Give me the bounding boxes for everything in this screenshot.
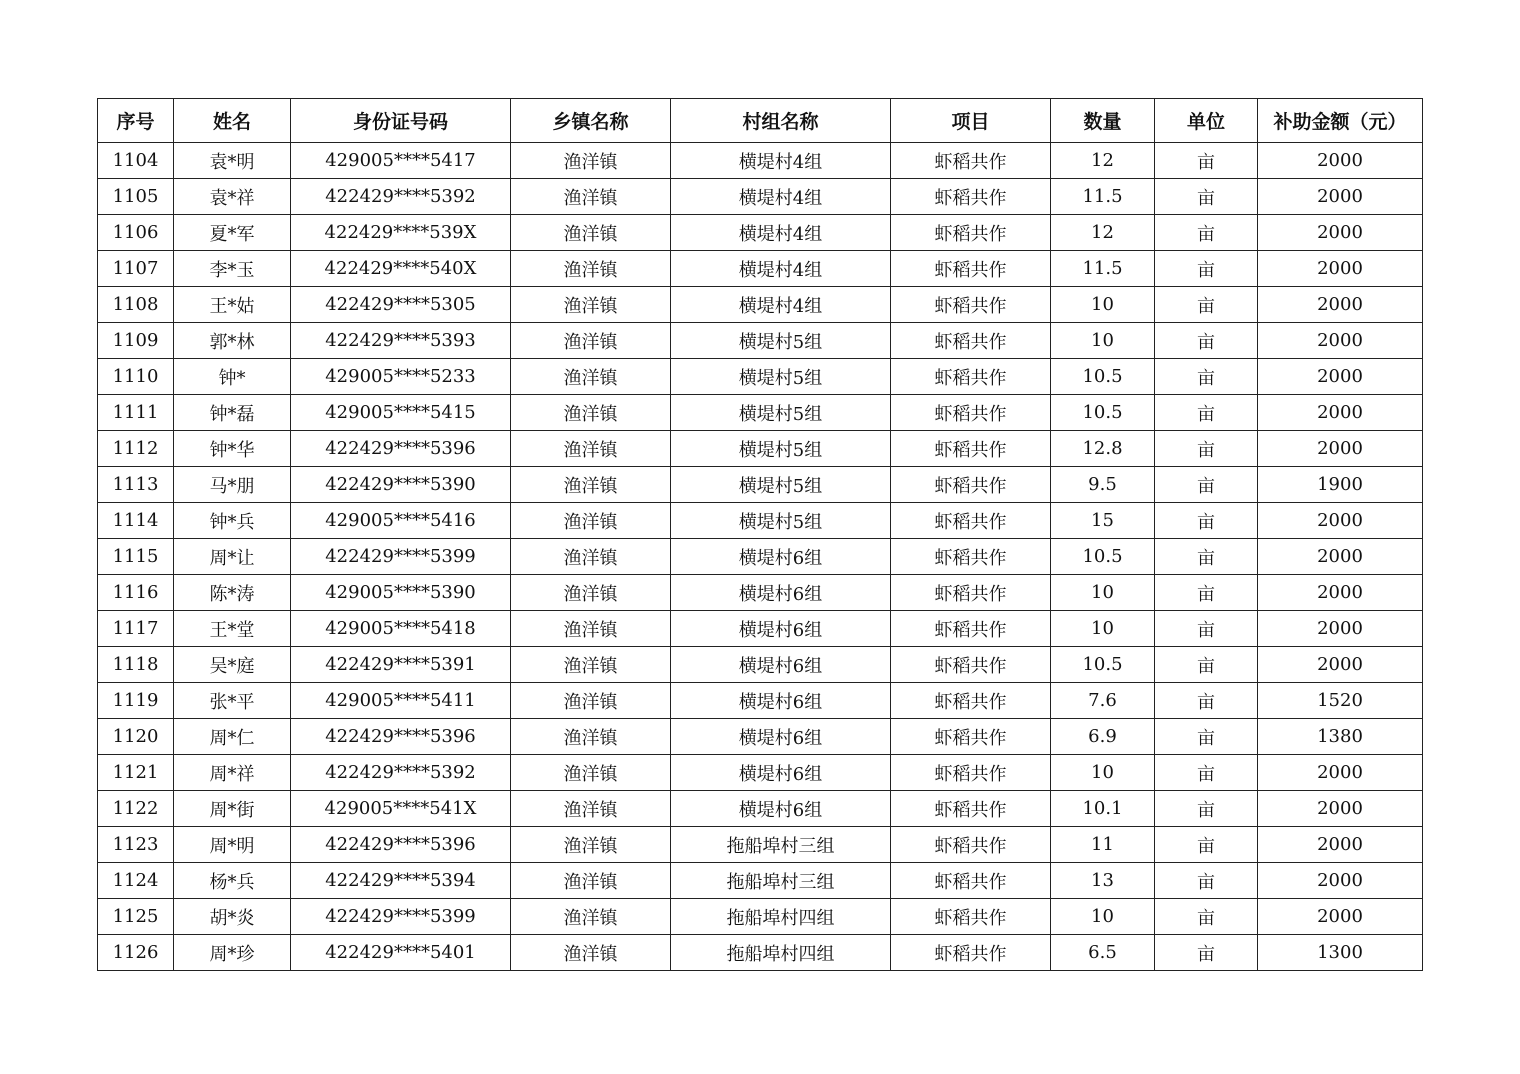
cell-index: 1109 bbox=[98, 323, 174, 359]
cell-village-group: 拖船埠村四组 bbox=[671, 935, 891, 971]
cell-town: 渔洋镇 bbox=[511, 539, 671, 575]
cell-town: 渔洋镇 bbox=[511, 683, 671, 719]
cell-project: 虾稻共作 bbox=[891, 251, 1051, 287]
cell-id-number: 422429****5391 bbox=[291, 647, 511, 683]
table-row bbox=[98, 755, 1423, 791]
cell-project: 虾稻共作 bbox=[891, 575, 1051, 611]
cell-project: 虾稻共作 bbox=[891, 647, 1051, 683]
cell-village-group: 横堤村4组 bbox=[671, 179, 891, 215]
cell-id-number: 422429****5401 bbox=[291, 935, 511, 971]
cell-name: 李*玉 bbox=[174, 251, 291, 287]
cell-village-group: 横堤村6组 bbox=[671, 719, 891, 755]
cell-name: 杨*兵 bbox=[174, 863, 291, 899]
cell-quantity: 11.5 bbox=[1051, 251, 1155, 287]
cell-unit: 亩 bbox=[1155, 575, 1258, 611]
cell-unit: 亩 bbox=[1155, 503, 1258, 539]
cell-project: 虾稻共作 bbox=[891, 755, 1051, 791]
cell-subsidy-amount: 2000 bbox=[1258, 863, 1423, 899]
cell-project: 虾稻共作 bbox=[891, 215, 1051, 251]
cell-project: 虾稻共作 bbox=[891, 179, 1051, 215]
table-row bbox=[98, 539, 1423, 575]
cell-id-number: 422429****5305 bbox=[291, 287, 511, 323]
cell-town: 渔洋镇 bbox=[511, 395, 671, 431]
table-row bbox=[98, 395, 1423, 431]
cell-id-number: 429005****5417 bbox=[291, 143, 511, 179]
cell-index: 1121 bbox=[98, 755, 174, 791]
cell-id-number: 429005****5233 bbox=[291, 359, 511, 395]
table-row bbox=[98, 827, 1423, 863]
cell-project: 虾稻共作 bbox=[891, 899, 1051, 935]
cell-unit: 亩 bbox=[1155, 863, 1258, 899]
header-project: 项目 bbox=[891, 99, 1051, 143]
cell-id-number: 429005****5390 bbox=[291, 575, 511, 611]
cell-quantity: 12 bbox=[1051, 143, 1155, 179]
cell-unit: 亩 bbox=[1155, 287, 1258, 323]
table-row bbox=[98, 683, 1423, 719]
cell-index: 1118 bbox=[98, 647, 174, 683]
cell-index: 1117 bbox=[98, 611, 174, 647]
cell-project: 虾稻共作 bbox=[891, 827, 1051, 863]
cell-index: 1111 bbox=[98, 395, 174, 431]
cell-name: 袁*明 bbox=[174, 143, 291, 179]
cell-subsidy-amount: 2000 bbox=[1258, 791, 1423, 827]
cell-unit: 亩 bbox=[1155, 359, 1258, 395]
cell-unit: 亩 bbox=[1155, 539, 1258, 575]
cell-village-group: 横堤村5组 bbox=[671, 395, 891, 431]
table-row bbox=[98, 143, 1423, 179]
cell-village-group: 横堤村6组 bbox=[671, 575, 891, 611]
cell-subsidy-amount: 1520 bbox=[1258, 683, 1423, 719]
cell-id-number: 429005****5416 bbox=[291, 503, 511, 539]
cell-subsidy-amount: 2000 bbox=[1258, 539, 1423, 575]
cell-town: 渔洋镇 bbox=[511, 251, 671, 287]
table-body bbox=[98, 143, 1423, 971]
cell-index: 1126 bbox=[98, 935, 174, 971]
cell-id-number: 422429****5399 bbox=[291, 899, 511, 935]
cell-project: 虾稻共作 bbox=[891, 395, 1051, 431]
cell-town: 渔洋镇 bbox=[511, 215, 671, 251]
cell-index: 1123 bbox=[98, 827, 174, 863]
header-quantity: 数量 bbox=[1051, 99, 1155, 143]
cell-town: 渔洋镇 bbox=[511, 323, 671, 359]
cell-index: 1124 bbox=[98, 863, 174, 899]
table-row bbox=[98, 179, 1423, 215]
cell-index: 1114 bbox=[98, 503, 174, 539]
cell-subsidy-amount: 2000 bbox=[1258, 827, 1423, 863]
table-row bbox=[98, 359, 1423, 395]
cell-subsidy-amount: 2000 bbox=[1258, 431, 1423, 467]
cell-name: 周*街 bbox=[174, 791, 291, 827]
cell-town: 渔洋镇 bbox=[511, 863, 671, 899]
cell-name: 胡*炎 bbox=[174, 899, 291, 935]
cell-id-number: 422429****5396 bbox=[291, 431, 511, 467]
cell-unit: 亩 bbox=[1155, 647, 1258, 683]
cell-subsidy-amount: 1380 bbox=[1258, 719, 1423, 755]
cell-town: 渔洋镇 bbox=[511, 755, 671, 791]
cell-id-number: 422429****5390 bbox=[291, 467, 511, 503]
table-row bbox=[98, 431, 1423, 467]
cell-project: 虾稻共作 bbox=[891, 611, 1051, 647]
cell-index: 1105 bbox=[98, 179, 174, 215]
table-row bbox=[98, 575, 1423, 611]
document-page bbox=[97, 98, 1422, 971]
table-row bbox=[98, 899, 1423, 935]
cell-village-group: 拖船埠村三组 bbox=[671, 863, 891, 899]
table-row bbox=[98, 215, 1423, 251]
cell-town: 渔洋镇 bbox=[511, 647, 671, 683]
cell-quantity: 11 bbox=[1051, 827, 1155, 863]
cell-name: 陈*涛 bbox=[174, 575, 291, 611]
cell-name: 吴*庭 bbox=[174, 647, 291, 683]
cell-project: 虾稻共作 bbox=[891, 539, 1051, 575]
cell-id-number: 429005****5411 bbox=[291, 683, 511, 719]
cell-id-number: 422429****539X bbox=[291, 215, 511, 251]
cell-village-group: 横堤村6组 bbox=[671, 755, 891, 791]
cell-village-group: 拖船埠村四组 bbox=[671, 899, 891, 935]
cell-id-number: 429005****5415 bbox=[291, 395, 511, 431]
cell-subsidy-amount: 2000 bbox=[1258, 251, 1423, 287]
cell-quantity: 9.5 bbox=[1051, 467, 1155, 503]
cell-name: 袁*祥 bbox=[174, 179, 291, 215]
cell-index: 1116 bbox=[98, 575, 174, 611]
cell-name: 钟*磊 bbox=[174, 395, 291, 431]
header-town: 乡镇名称 bbox=[511, 99, 671, 143]
cell-quantity: 7.6 bbox=[1051, 683, 1155, 719]
cell-name: 王*堂 bbox=[174, 611, 291, 647]
cell-unit: 亩 bbox=[1155, 719, 1258, 755]
table-row bbox=[98, 863, 1423, 899]
cell-quantity: 10.5 bbox=[1051, 539, 1155, 575]
cell-quantity: 10 bbox=[1051, 899, 1155, 935]
cell-village-group: 横堤村4组 bbox=[671, 215, 891, 251]
cell-id-number: 422429****5396 bbox=[291, 719, 511, 755]
cell-name: 钟*兵 bbox=[174, 503, 291, 539]
cell-town: 渔洋镇 bbox=[511, 899, 671, 935]
cell-quantity: 10 bbox=[1051, 287, 1155, 323]
cell-name: 周*让 bbox=[174, 539, 291, 575]
table-row bbox=[98, 287, 1423, 323]
cell-index: 1115 bbox=[98, 539, 174, 575]
cell-subsidy-amount: 1300 bbox=[1258, 935, 1423, 971]
table-row bbox=[98, 251, 1423, 287]
cell-name: 张*平 bbox=[174, 683, 291, 719]
cell-name: 周*明 bbox=[174, 827, 291, 863]
cell-subsidy-amount: 2000 bbox=[1258, 647, 1423, 683]
cell-unit: 亩 bbox=[1155, 251, 1258, 287]
cell-project: 虾稻共作 bbox=[891, 143, 1051, 179]
cell-village-group: 横堤村5组 bbox=[671, 503, 891, 539]
cell-subsidy-amount: 2000 bbox=[1258, 755, 1423, 791]
cell-unit: 亩 bbox=[1155, 395, 1258, 431]
cell-unit: 亩 bbox=[1155, 611, 1258, 647]
table-row bbox=[98, 935, 1423, 971]
cell-town: 渔洋镇 bbox=[511, 575, 671, 611]
cell-index: 1122 bbox=[98, 791, 174, 827]
cell-unit: 亩 bbox=[1155, 755, 1258, 791]
cell-village-group: 横堤村6组 bbox=[671, 683, 891, 719]
cell-name: 周*祥 bbox=[174, 755, 291, 791]
cell-name: 夏*军 bbox=[174, 215, 291, 251]
cell-village-group: 横堤村4组 bbox=[671, 287, 891, 323]
cell-index: 1125 bbox=[98, 899, 174, 935]
cell-name: 周*珍 bbox=[174, 935, 291, 971]
cell-town: 渔洋镇 bbox=[511, 143, 671, 179]
cell-id-number: 422429****5393 bbox=[291, 323, 511, 359]
cell-project: 虾稻共作 bbox=[891, 503, 1051, 539]
table-row bbox=[98, 503, 1423, 539]
cell-subsidy-amount: 2000 bbox=[1258, 395, 1423, 431]
cell-village-group: 横堤村6组 bbox=[671, 611, 891, 647]
cell-subsidy-amount: 2000 bbox=[1258, 503, 1423, 539]
cell-id-number: 422429****5399 bbox=[291, 539, 511, 575]
cell-quantity: 6.5 bbox=[1051, 935, 1155, 971]
cell-quantity: 10.1 bbox=[1051, 791, 1155, 827]
cell-unit: 亩 bbox=[1155, 323, 1258, 359]
cell-town: 渔洋镇 bbox=[511, 503, 671, 539]
cell-id-number: 422429****540X bbox=[291, 251, 511, 287]
cell-subsidy-amount: 1900 bbox=[1258, 467, 1423, 503]
cell-subsidy-amount: 2000 bbox=[1258, 179, 1423, 215]
cell-id-number: 429005****5418 bbox=[291, 611, 511, 647]
cell-quantity: 10 bbox=[1051, 611, 1155, 647]
cell-project: 虾稻共作 bbox=[891, 431, 1051, 467]
cell-project: 虾稻共作 bbox=[891, 935, 1051, 971]
cell-project: 虾稻共作 bbox=[891, 467, 1051, 503]
cell-name: 王*姑 bbox=[174, 287, 291, 323]
cell-town: 渔洋镇 bbox=[511, 431, 671, 467]
table-row bbox=[98, 611, 1423, 647]
table-row bbox=[98, 791, 1423, 827]
cell-index: 1104 bbox=[98, 143, 174, 179]
cell-village-group: 拖船埠村三组 bbox=[671, 827, 891, 863]
cell-town: 渔洋镇 bbox=[511, 287, 671, 323]
cell-unit: 亩 bbox=[1155, 935, 1258, 971]
cell-village-group: 横堤村6组 bbox=[671, 539, 891, 575]
cell-unit: 亩 bbox=[1155, 467, 1258, 503]
cell-subsidy-amount: 2000 bbox=[1258, 611, 1423, 647]
header-unit: 单位 bbox=[1155, 99, 1258, 143]
cell-project: 虾稻共作 bbox=[891, 791, 1051, 827]
cell-subsidy-amount: 2000 bbox=[1258, 359, 1423, 395]
cell-quantity: 10.5 bbox=[1051, 395, 1155, 431]
cell-quantity: 10.5 bbox=[1051, 647, 1155, 683]
cell-id-number: 429005****541X bbox=[291, 791, 511, 827]
cell-village-group: 横堤村6组 bbox=[671, 791, 891, 827]
cell-quantity: 10 bbox=[1051, 323, 1155, 359]
cell-index: 1120 bbox=[98, 719, 174, 755]
cell-unit: 亩 bbox=[1155, 179, 1258, 215]
header-index: 序号 bbox=[98, 99, 174, 143]
cell-subsidy-amount: 2000 bbox=[1258, 575, 1423, 611]
cell-index: 1107 bbox=[98, 251, 174, 287]
cell-name: 钟*华 bbox=[174, 431, 291, 467]
header-village-group: 村组名称 bbox=[671, 99, 891, 143]
header-name: 姓名 bbox=[174, 99, 291, 143]
cell-subsidy-amount: 2000 bbox=[1258, 143, 1423, 179]
cell-name: 钟* bbox=[174, 359, 291, 395]
cell-town: 渔洋镇 bbox=[511, 827, 671, 863]
cell-village-group: 横堤村5组 bbox=[671, 323, 891, 359]
cell-village-group: 横堤村5组 bbox=[671, 431, 891, 467]
cell-index: 1112 bbox=[98, 431, 174, 467]
cell-subsidy-amount: 2000 bbox=[1258, 287, 1423, 323]
cell-unit: 亩 bbox=[1155, 791, 1258, 827]
table-row bbox=[98, 467, 1423, 503]
cell-index: 1110 bbox=[98, 359, 174, 395]
cell-name: 周*仁 bbox=[174, 719, 291, 755]
table-header-row bbox=[98, 99, 1423, 143]
cell-village-group: 横堤村4组 bbox=[671, 251, 891, 287]
cell-quantity: 11.5 bbox=[1051, 179, 1155, 215]
cell-name: 马*朋 bbox=[174, 467, 291, 503]
cell-index: 1108 bbox=[98, 287, 174, 323]
cell-index: 1106 bbox=[98, 215, 174, 251]
cell-project: 虾稻共作 bbox=[891, 323, 1051, 359]
cell-subsidy-amount: 2000 bbox=[1258, 899, 1423, 935]
cell-project: 虾稻共作 bbox=[891, 719, 1051, 755]
cell-index: 1113 bbox=[98, 467, 174, 503]
cell-unit: 亩 bbox=[1155, 215, 1258, 251]
table-row bbox=[98, 323, 1423, 359]
cell-village-group: 横堤村5组 bbox=[671, 359, 891, 395]
cell-quantity: 12 bbox=[1051, 215, 1155, 251]
cell-unit: 亩 bbox=[1155, 899, 1258, 935]
cell-village-group: 横堤村5组 bbox=[671, 467, 891, 503]
cell-id-number: 422429****5394 bbox=[291, 863, 511, 899]
cell-town: 渔洋镇 bbox=[511, 719, 671, 755]
cell-unit: 亩 bbox=[1155, 683, 1258, 719]
cell-quantity: 12.8 bbox=[1051, 431, 1155, 467]
header-subsidy-amount: 补助金额（元） bbox=[1258, 99, 1423, 143]
cell-project: 虾稻共作 bbox=[891, 287, 1051, 323]
cell-quantity: 15 bbox=[1051, 503, 1155, 539]
cell-subsidy-amount: 2000 bbox=[1258, 323, 1423, 359]
cell-quantity: 10 bbox=[1051, 575, 1155, 611]
cell-project: 虾稻共作 bbox=[891, 863, 1051, 899]
cell-village-group: 横堤村6组 bbox=[671, 647, 891, 683]
cell-quantity: 10 bbox=[1051, 755, 1155, 791]
cell-project: 虾稻共作 bbox=[891, 359, 1051, 395]
cell-town: 渔洋镇 bbox=[511, 791, 671, 827]
cell-village-group: 横堤村4组 bbox=[671, 143, 891, 179]
cell-id-number: 422429****5392 bbox=[291, 755, 511, 791]
cell-quantity: 13 bbox=[1051, 863, 1155, 899]
cell-subsidy-amount: 2000 bbox=[1258, 215, 1423, 251]
header-id-number: 身份证号码 bbox=[291, 99, 511, 143]
cell-quantity: 10.5 bbox=[1051, 359, 1155, 395]
table-row bbox=[98, 647, 1423, 683]
subsidy-table bbox=[97, 98, 1423, 971]
cell-index: 1119 bbox=[98, 683, 174, 719]
cell-quantity: 6.9 bbox=[1051, 719, 1155, 755]
cell-town: 渔洋镇 bbox=[511, 467, 671, 503]
table-row bbox=[98, 719, 1423, 755]
cell-town: 渔洋镇 bbox=[511, 935, 671, 971]
cell-town: 渔洋镇 bbox=[511, 611, 671, 647]
cell-project: 虾稻共作 bbox=[891, 683, 1051, 719]
cell-id-number: 422429****5392 bbox=[291, 179, 511, 215]
cell-town: 渔洋镇 bbox=[511, 359, 671, 395]
cell-unit: 亩 bbox=[1155, 827, 1258, 863]
cell-town: 渔洋镇 bbox=[511, 179, 671, 215]
cell-name: 郭*林 bbox=[174, 323, 291, 359]
cell-id-number: 422429****5396 bbox=[291, 827, 511, 863]
cell-unit: 亩 bbox=[1155, 431, 1258, 467]
cell-unit: 亩 bbox=[1155, 143, 1258, 179]
